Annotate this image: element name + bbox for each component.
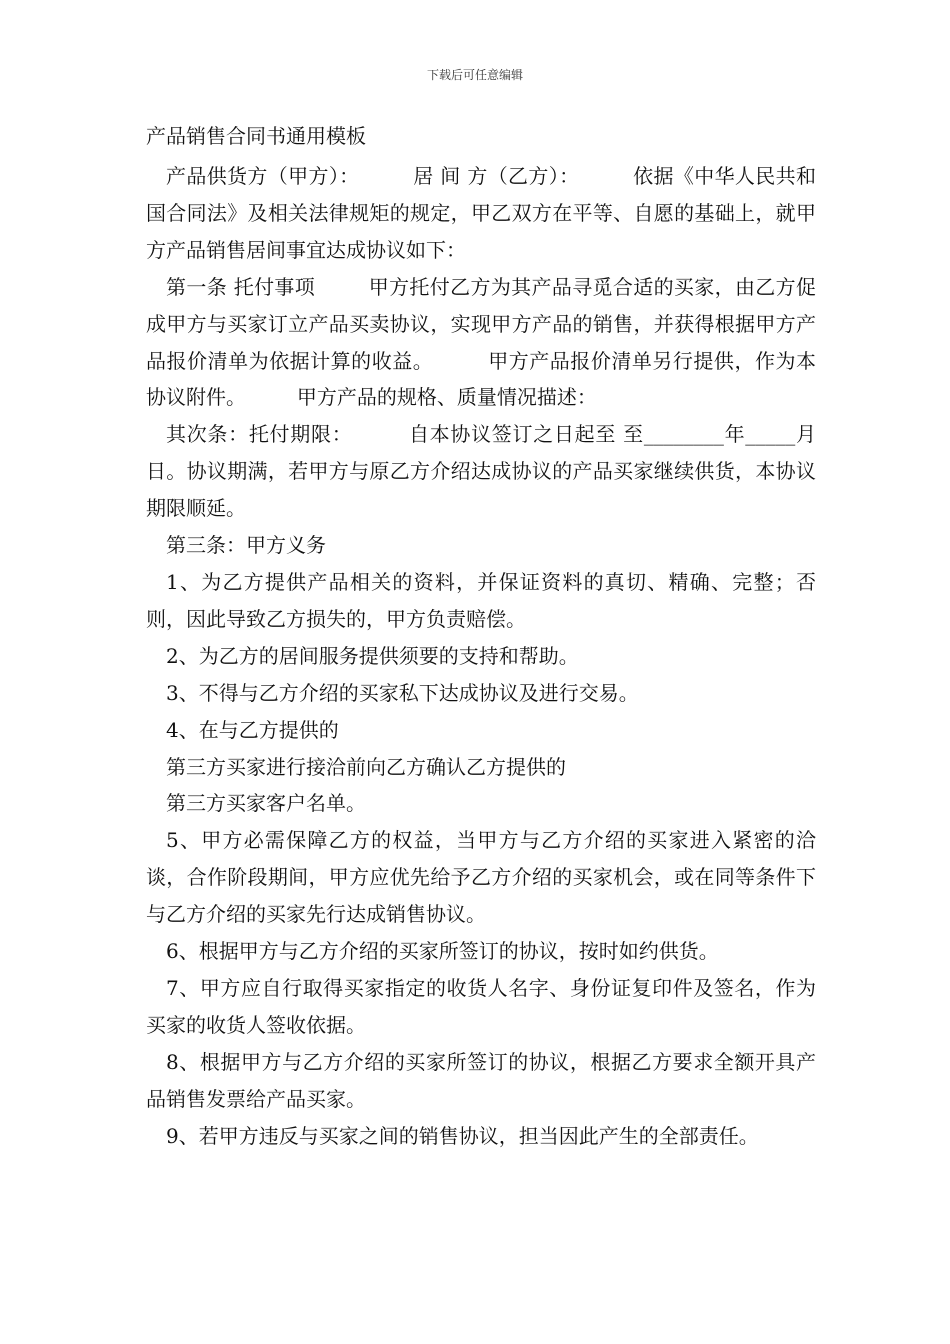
paragraph-preamble: 产品供货方（甲方）： 居 间 方（乙方）： 依据《中华人民共和国合同法》及相关法律规矩的规定，甲乙双方在平等、自愿的基础上，就甲方产品销售居间事宜达成协议如下： (146, 164, 816, 262)
paragraph-item-2: 2、为乙方的居间服务提供须要的支持和帮助。 (166, 643, 579, 668)
document-body (146, 158, 816, 1154)
paragraph-article-2: 其次条：托付期限： 自本协议签订之日起至 至________年_____月日。协议期满，若甲方与原乙方介绍达成协议的产品买家继续供货，本协议期限顺延。 (146, 422, 816, 521)
paragraph-item-5: 5、甲方必需保障乙方的权益，当甲方与乙方介绍的买家进入紧密的洽谈，合作阶段期间，甲方应优先给予乙方介绍的买家机会，或在同等条件下与乙方介绍的买家先行达成销售协议。 (146, 828, 816, 927)
paragraph-item-6: 6、根据甲方与乙方介绍的买家所签订的协议，按时如约供货。 (166, 939, 719, 964)
paragraph-article-1: 第一条 托付事项 甲方托付乙方为其产品寻觅合适的买家，由乙方促成甲方与买家订立产品买卖协议，实现甲方产品的销售，并获得根据甲方产品报价清单为依据计算的收益。 甲方产品报价清单另行提供，作为本协议附件。 甲方产品的规格、质量情况描述： (146, 274, 816, 410)
paragraph-item-4-end: 第三方买家客户名单。 (166, 791, 366, 816)
page-header: 下载后可任意编辑 (426, 68, 523, 82)
paragraph-article-3-heading: 第三条：甲方义务 (166, 533, 326, 558)
paragraph-item-8: 8、根据甲方与乙方介绍的买家所签订的协议，根据乙方要求全额开具产品销售发票给产品买家。 (146, 1049, 816, 1111)
paragraph-item-1: 1、为乙方提供产品相关的资料，并保证资料的真切、精确、完整；否则，因此导致乙方损失的，甲方负责赔偿。 (146, 569, 816, 631)
paragraph-item-9: 9、若甲方违反与买家之间的销售协议，担当因此产生的全部责任。 (166, 1123, 759, 1148)
paragraph-item-3: 3、不得与乙方介绍的买家私下达成协议及进行交易。 (166, 680, 639, 705)
paragraph-item-4-continued: 第三方买家进行接洽前向乙方确认乙方提供的 (166, 754, 566, 779)
paragraph-item-4: 4、在与乙方提供的 (166, 717, 339, 742)
paragraph-item-7: 7、甲方应自行取得买家指定的收货人名字、身份证复印件及签名，作为买家的收货人签收依据。 (146, 975, 816, 1037)
document-title: 产品销售合同书通用模板 (146, 124, 366, 148)
